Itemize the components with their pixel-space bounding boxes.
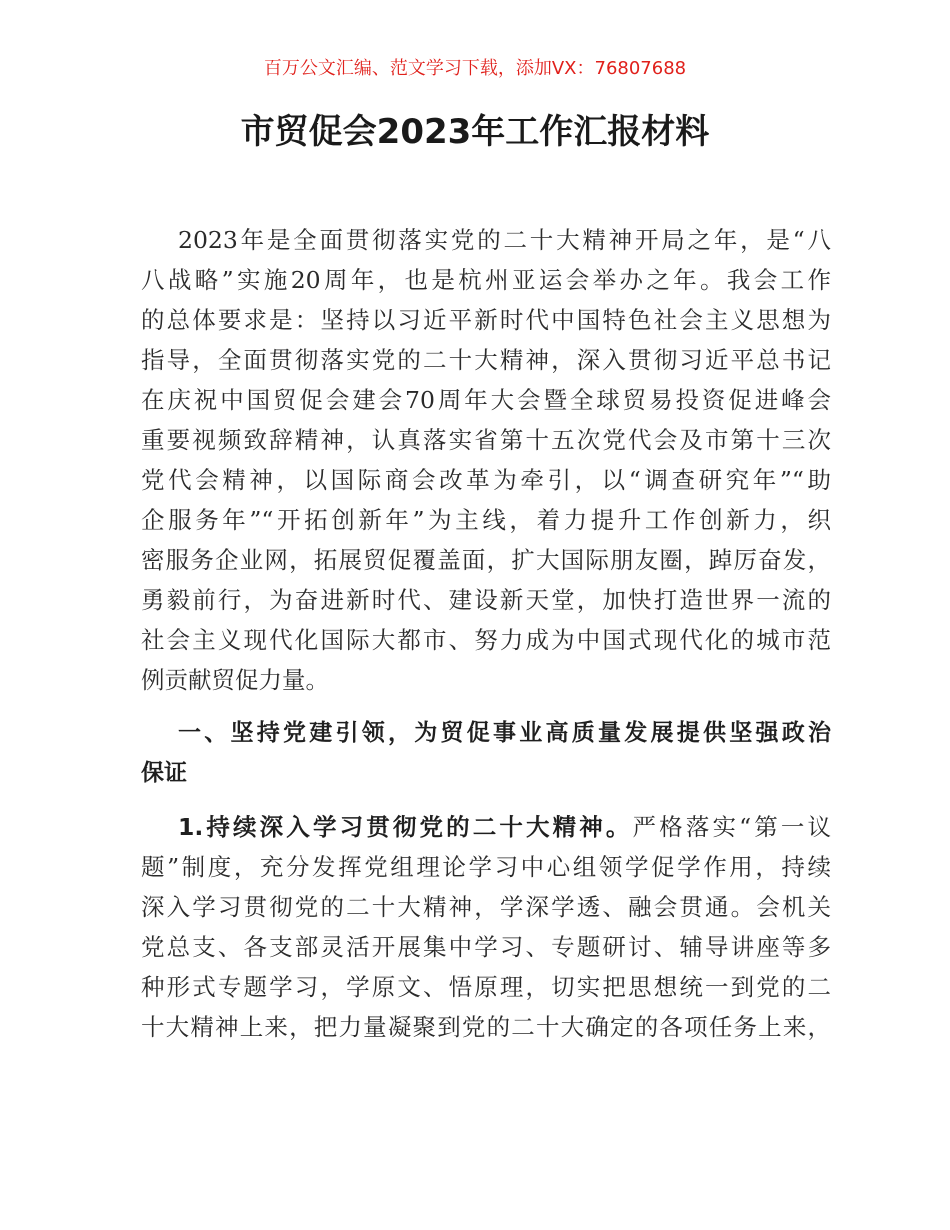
- item-first-line-rest: 严格落实“第一议: [632, 813, 831, 841]
- paragraph-line: 题”制度，充分发挥党组理论学习中心组领学促学作用，持续: [141, 853, 831, 881]
- item-lead-bold: 1.持续深入学习贯彻党的二十大精神。: [178, 813, 633, 841]
- paragraph-line: 在庆祝中国贸促会建会70周年大会暨全球贸易投资促进峰会: [141, 386, 831, 414]
- paragraph-line: 指导，全面贯彻落实党的二十大精神，深入贯彻习近平总书记: [141, 346, 831, 374]
- section-heading-line: 一、坚持党建引领，为贸促事业高质量发展提供坚强政治: [178, 720, 831, 746]
- paragraph-line: 党代会精神，以国际商会改革为牵引，以“调查研究年”“助: [141, 466, 831, 494]
- paragraph-line: 深入学习贯彻党的二十大精神，学深学透、融会贯通。会机关: [141, 893, 831, 921]
- paragraph-line: 八战略”实施20周年，也是杭州亚运会举办之年。我会工作: [141, 266, 831, 294]
- section-heading-line: 保证: [141, 760, 187, 786]
- paragraph-line: 的总体要求是：坚持以习近平新时代中国特色社会主义思想为: [141, 306, 831, 334]
- item-first-line: [141, 807, 831, 847]
- paragraph-line: 种形式专题学习，学原文、悟原理，切实把思想统一到党的二: [141, 973, 831, 1001]
- paragraph-line: 社会主义现代化国际大都市、努力成为中国式现代化的城市范: [141, 626, 831, 654]
- paragraph-line: 企服务年”“开拓创新年”为主线，着力提升工作创新力，织: [141, 506, 831, 534]
- paragraph-line: 党总支、各支部灵活开展集中学习、专题研讨、辅导讲座等多: [141, 933, 831, 961]
- header-note: 百万公文汇编、范文学习下载，添加VX：76807688: [263, 58, 687, 79]
- paragraph-line: 重要视频致辞精神，认真落实省第十五次党代会及市第十三次: [141, 426, 831, 454]
- paragraph-line: 例贡献贸促力量。: [141, 666, 329, 694]
- page-title: 市贸促会2023年工作汇报材料: [240, 112, 710, 152]
- paragraph-line: 2023年是全面贯彻落实党的二十大精神开局之年，是“八: [178, 226, 831, 254]
- paragraph-line: 密服务企业网，拓展贸促覆盖面，扩大国际朋友圈，踔厉奋发，: [141, 546, 831, 574]
- paragraph-line: 勇毅前行，为奋进新时代、建设新天堂，加快打造世界一流的: [141, 586, 831, 614]
- paragraph-line: 十大精神上来，把力量凝聚到党的二十大确定的各项任务上来，: [141, 1013, 831, 1041]
